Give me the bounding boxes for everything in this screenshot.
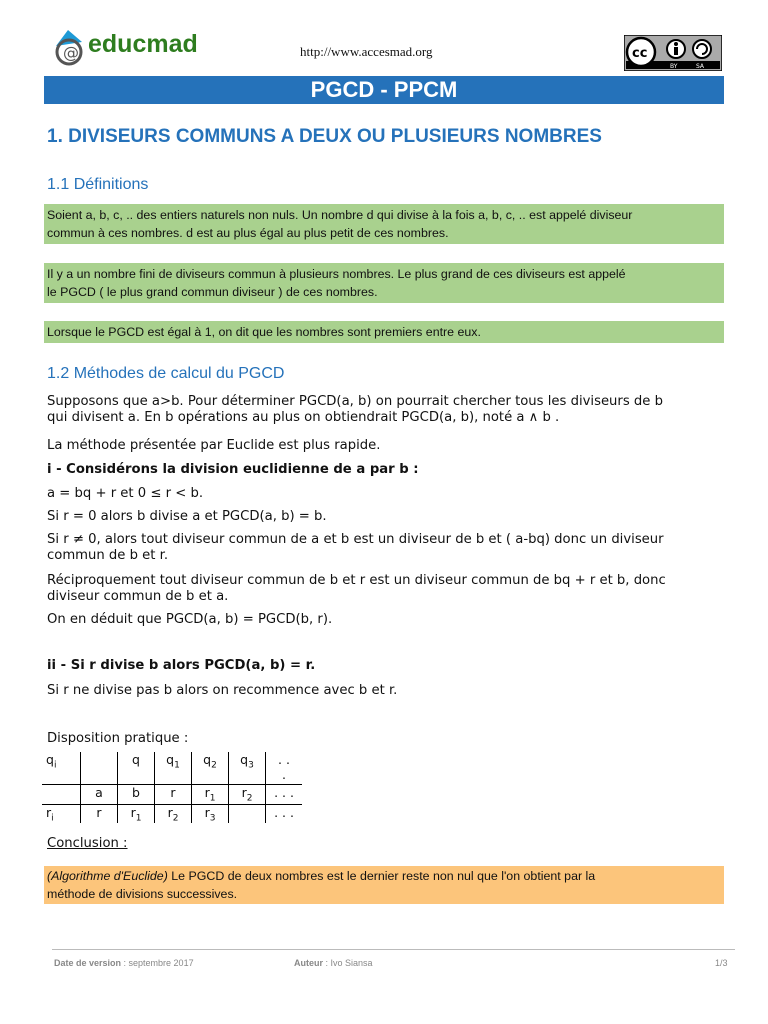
table-cell: $q_2$ (192, 752, 229, 785)
table-cell: . . . (266, 785, 303, 805)
table-cell: $r_i$ (46, 804, 54, 823)
table-cell (229, 804, 266, 823)
table-cell: $q_i$ (46, 752, 57, 771)
equation-1: a = bq + r et 0 ≤ r < b. (47, 486, 204, 501)
page-title: PGCD - PPCM (44, 76, 724, 104)
table-cell: $q_3$ (229, 752, 266, 785)
disposition-label: Disposition pratique : (47, 731, 189, 746)
paragraph-4-line-1: Si r ≠ 0, alors tout diviseur commun de a et b est un diviseur de b et ( a-bq) donc un diviseur (47, 532, 664, 547)
table-cell: $r_2$ (155, 804, 192, 823)
definition-3: Lorsque le PGCD est égal à 1, on dit que les nombres sont premiers entre eux. (47, 325, 481, 339)
step-ii: ii - Si r divise b alors PGCD(a, b) = r. (47, 658, 316, 673)
definition-box-3 (44, 321, 724, 343)
conclusion-line-2: méthode de divisions successives. (47, 887, 238, 901)
svg-text:SA: SA (696, 63, 705, 70)
footer-author: Auteur : Ivo Siansa (294, 958, 373, 968)
paragraph-4 (47, 532, 723, 564)
table-cell: $r_1$ (192, 785, 229, 805)
paragraph-3: Si r = 0 alors b divise a et PGCD(a, b) = b. (47, 509, 327, 524)
paragraph-1-line-2: qui divisent a. En b opérations au plus on obtiendrait PGCD(a, b), noté a ∧ b . (47, 410, 560, 425)
conclusion-text: Le PGCD de deux nombres est le dernier reste non nul que l'on obtient par la (167, 869, 596, 883)
footer-page-number: 1/3 (715, 958, 728, 968)
logo-text: educmad (88, 30, 198, 58)
definition-box-2 (44, 263, 724, 303)
site-url[interactable]: http://www.accesmad.org (300, 44, 433, 59)
table-cell: r (81, 804, 118, 823)
definition-2-line-1: Il y a un nombre fini de diviseurs commun à plusieurs nombres. Le plus grand de ces diviseurs est appelé (47, 267, 626, 281)
footer-date: Date de version : septembre 2017 (54, 958, 194, 968)
step-i: i - Considérons la division euclidienne de a par b : (47, 462, 419, 477)
definition-2-line-2: le PGCD ( le plus grand commun diviseur ) de ces nombres. (47, 285, 378, 299)
svg-text:BY: BY (670, 63, 678, 70)
cc-by-sa-icon (624, 35, 722, 71)
svg-text:@: @ (63, 43, 79, 62)
euclid-table (42, 752, 302, 823)
table-cell: q (118, 752, 155, 785)
paragraph-6: On en déduit que PGCD(a, b) = PGCD(b, r). (47, 612, 333, 627)
conclusion-line-1 (47, 867, 721, 885)
conclusion-italic: (Algorithme d'Euclide) (47, 869, 168, 883)
paragraph-4-line-2: commun de b et r. (47, 548, 169, 563)
section-heading: 1. DIVISEURS COMMUNS A DEUX OU PLUSIEURS NOMBRES (47, 126, 602, 147)
paragraph-5 (47, 573, 723, 605)
table-cell: r (155, 785, 192, 805)
table-cell (42, 785, 81, 805)
definition-1-line-1: Soient a, b, c, .. des entiers naturels non nuls. Un nombre d qui divise à la fois a, b, c, .. est appelé diviseur (47, 208, 633, 222)
paragraph-1 (47, 394, 723, 426)
table-cell: b (118, 785, 155, 805)
table-cell: a (81, 785, 118, 805)
svg-text:cc: cc (632, 46, 648, 61)
paragraph-5-line-1: Réciproquement tout diviseur commun de b et r est un diviseur commun de bq + r et b, donc (47, 573, 666, 588)
table-cell: $q_1$ (155, 752, 192, 785)
subsection-methods: 1.2 Méthodes de calcul du PGCD (47, 365, 285, 382)
table-cell: $r_3$ (192, 804, 229, 823)
paragraph-5-line-2: diviseur commun de b et a. (47, 589, 229, 604)
subsection-definitions: 1.1 Définitions (47, 176, 149, 193)
conclusion-box (44, 866, 724, 904)
conclusion-label: Conclusion : (47, 836, 128, 851)
table-cell: $r_1$ (118, 804, 155, 823)
table-cell: . . . (266, 804, 303, 823)
paragraph-7: Si r ne divise pas b alors on recommence avec b et r. (47, 683, 398, 698)
definition-box-1 (44, 204, 724, 244)
table-cell: $r_2$ (229, 785, 266, 805)
table-cell: . . . (266, 752, 303, 785)
table-cell (81, 752, 118, 785)
paragraph-2: La méthode présentée par Euclide est plus rapide. (47, 438, 381, 453)
paragraph-1-line-1: Supposons que a>b. Pour déterminer PGCD(a, b) on pourrait chercher tous les diviseurs de b (47, 394, 663, 409)
definition-1-line-2: commun à ces nombres. d est au plus égal au plus petit de ces nombres. (47, 226, 449, 240)
footer-divider (52, 949, 735, 950)
